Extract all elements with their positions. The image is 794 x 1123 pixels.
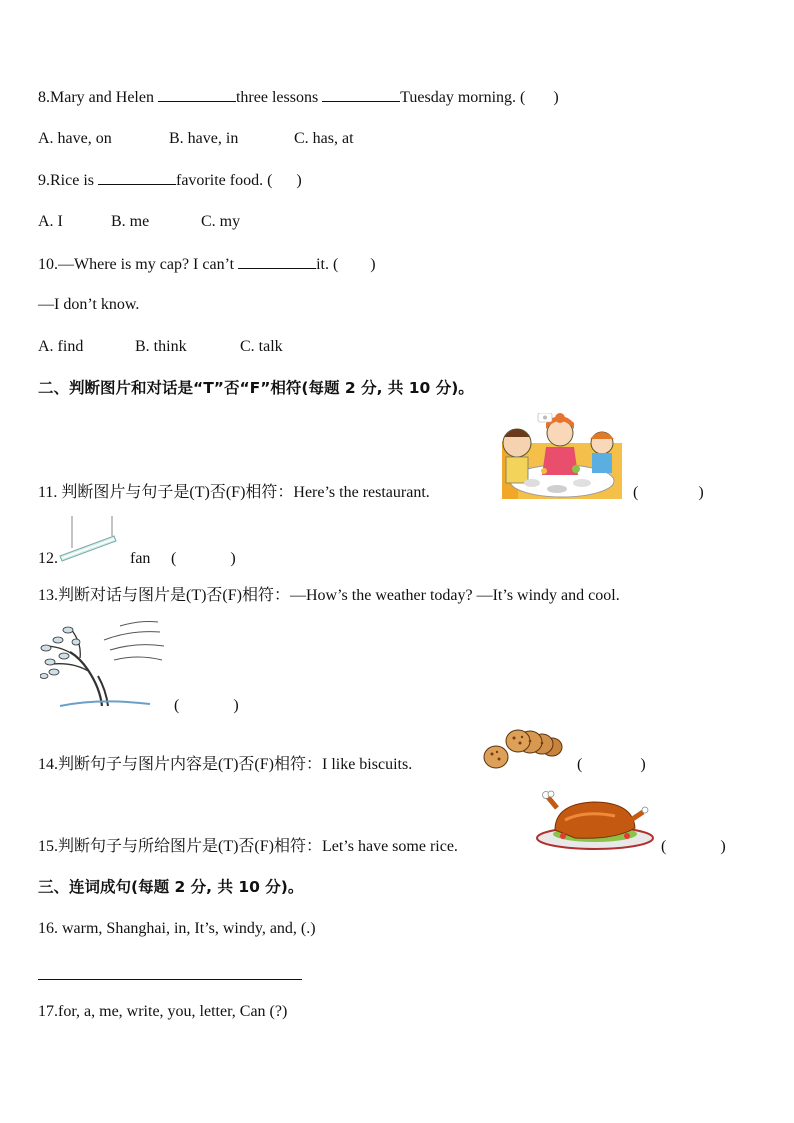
blank[interactable] [238,254,316,269]
question-15-answer: ( ) [661,838,726,855]
blank[interactable] [98,170,176,185]
question-10-reply: —I don’t know. [38,296,140,313]
option-c[interactable]: C. has, at [294,130,354,147]
question-16: 16. warm, Shanghai, in, It’s, windy, and, (.) [38,920,316,937]
question-11-answer: ( ) [633,484,704,501]
question-8-options [38,129,354,149]
option-b[interactable]: B. me [111,213,150,230]
biscuits-picture [482,727,564,771]
question-8: 8.Mary and Helen three lessons Tuesday morning. ( ) [38,89,559,106]
family-dinner-picture [502,413,622,499]
question-9-options [38,212,240,232]
fluorescent-light-picture [58,514,118,564]
answer-line[interactable] [38,979,302,980]
option-c[interactable]: C. my [201,213,241,230]
question-12-answer: ( ) [171,550,236,567]
windy-tree-icon [40,618,166,710]
blank[interactable] [158,87,236,102]
roast-chicken-icon [535,790,655,852]
question-9: 9.Rice is favorite food. ( ) [38,172,302,189]
question-14-answer: ( ) [577,756,646,773]
option-c[interactable]: C. talk [240,338,283,355]
question-12-word: fan [130,550,151,567]
question-12: 12. [38,550,58,567]
question-13-answer: ( ) [174,697,239,714]
windy-tree-picture [40,618,166,710]
option-b[interactable]: B. think [135,338,187,355]
question-14: 14.判断句子与图片内容是(T)否(F)相符：I like biscuits. [38,756,413,773]
section-3-heading: 三、连词成句(每题 2 分, 共 10 分)。 [38,878,304,896]
option-a[interactable]: A. have, on [38,130,112,147]
option-b[interactable]: B. have, in [169,130,239,147]
tube-light-icon [58,514,118,564]
question-17: 17.for, a, me, write, you, letter, Can (?) [38,1003,288,1020]
question-13: 13.判断对话与图片是(T)否(F)相符：—How’s the weather today? —It’s windy and cool. [38,587,620,604]
option-a[interactable]: A. find [38,338,84,355]
section-2-heading: 二、判断图片和对话是“T”否“F”相符(每题 2 分, 共 10 分)。 [38,379,474,397]
question-15: 15.判断句子与所给图片是(T)否(F)相符：Let’s have some rice. [38,838,458,855]
family-dinner-icon [502,413,622,499]
option-a[interactable]: A. I [38,213,63,230]
question-10: 10.—Where is my cap? I can’t it. ( ) [38,256,376,273]
biscuits-icon [482,727,564,771]
roast-chicken-picture [535,790,655,852]
question-11: 11. 判断图片与句子是(T)否(F)相符：Here’s the restaurant. [38,484,430,501]
question-10-options [38,337,283,357]
blank[interactable] [322,87,400,102]
